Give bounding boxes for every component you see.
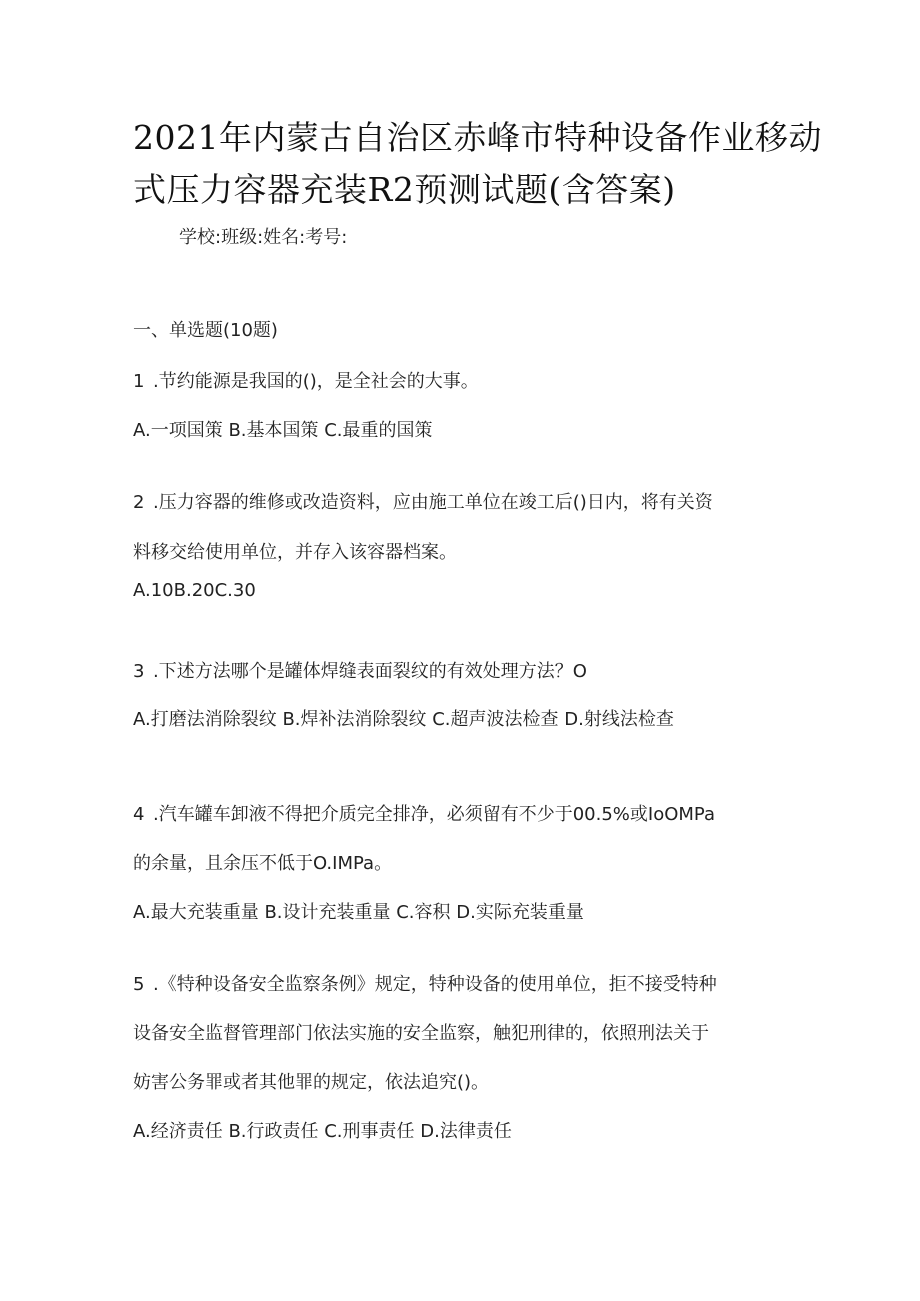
question-1-stem [133, 369, 479, 395]
question-2-stem [133, 490, 713, 516]
question-text: .《特种设备安全监察条例》规定，特种设备的使用单位，拒不接受特种 [153, 974, 717, 995]
question-text: .汽车罐车卸液不得把介质完全排净，必须留有不少于00.5%或IoOMPa [153, 804, 715, 825]
question-text: .压力容器的维修或改造资料，应由施工单位在竣工后()日内，将有关资 [153, 492, 713, 513]
question-number: 5 [133, 974, 145, 995]
question-5-stem-cont-1: 设备安全监督管理部门依法实施的安全监察，触犯刑律的，依照刑法关于 [133, 1023, 709, 1044]
question-2-options: A.10B.20C.30 [133, 580, 256, 601]
question-number: 4 [133, 804, 145, 825]
question-1-options: A.一项国策 B.基本国策 C.最重的国策 [133, 420, 433, 441]
question-3-options: A.打磨法消除裂纹 B.焊补法消除裂纹 C.超声波法检查 D.射线法检查 [133, 709, 674, 730]
student-info-line: 学校:班级:姓名:考号: [179, 227, 348, 248]
question-text: .下述方法哪个是罐体焊缝表面裂纹的有效处理方法？O [153, 661, 587, 682]
question-3-stem [133, 659, 587, 685]
question-5-stem-cont-2: 妨害公务罪或者其他罪的规定，依法追究()。 [133, 1072, 490, 1093]
document-title: 2021年内蒙古自治区赤峰市特种设备作业移动式压力容器充装R2预测试题(含答案) [133, 118, 822, 209]
question-text: .节约能源是我国的()，是全社会的大事。 [153, 371, 479, 392]
question-5-stem [133, 972, 717, 998]
question-number: 3 [133, 661, 145, 682]
question-4-stem [133, 802, 715, 828]
question-2-stem-cont: 料移交给使用单位，并存入该容器档案。 [133, 542, 457, 563]
section-heading: 一、单选题(10题) [133, 320, 278, 341]
question-4-options: A.最大充装重量 B.设计充装重量 C.容积 D.实际充装重量 [133, 902, 584, 923]
question-5-options: A.经济责任 B.行政责任 C.刑事责任 D.法律责任 [133, 1121, 512, 1142]
question-number: 2 [133, 492, 145, 513]
question-4-stem-cont: 的余量，且余压不低于O.IMPa。 [133, 853, 393, 874]
question-number: 1 [133, 371, 145, 392]
